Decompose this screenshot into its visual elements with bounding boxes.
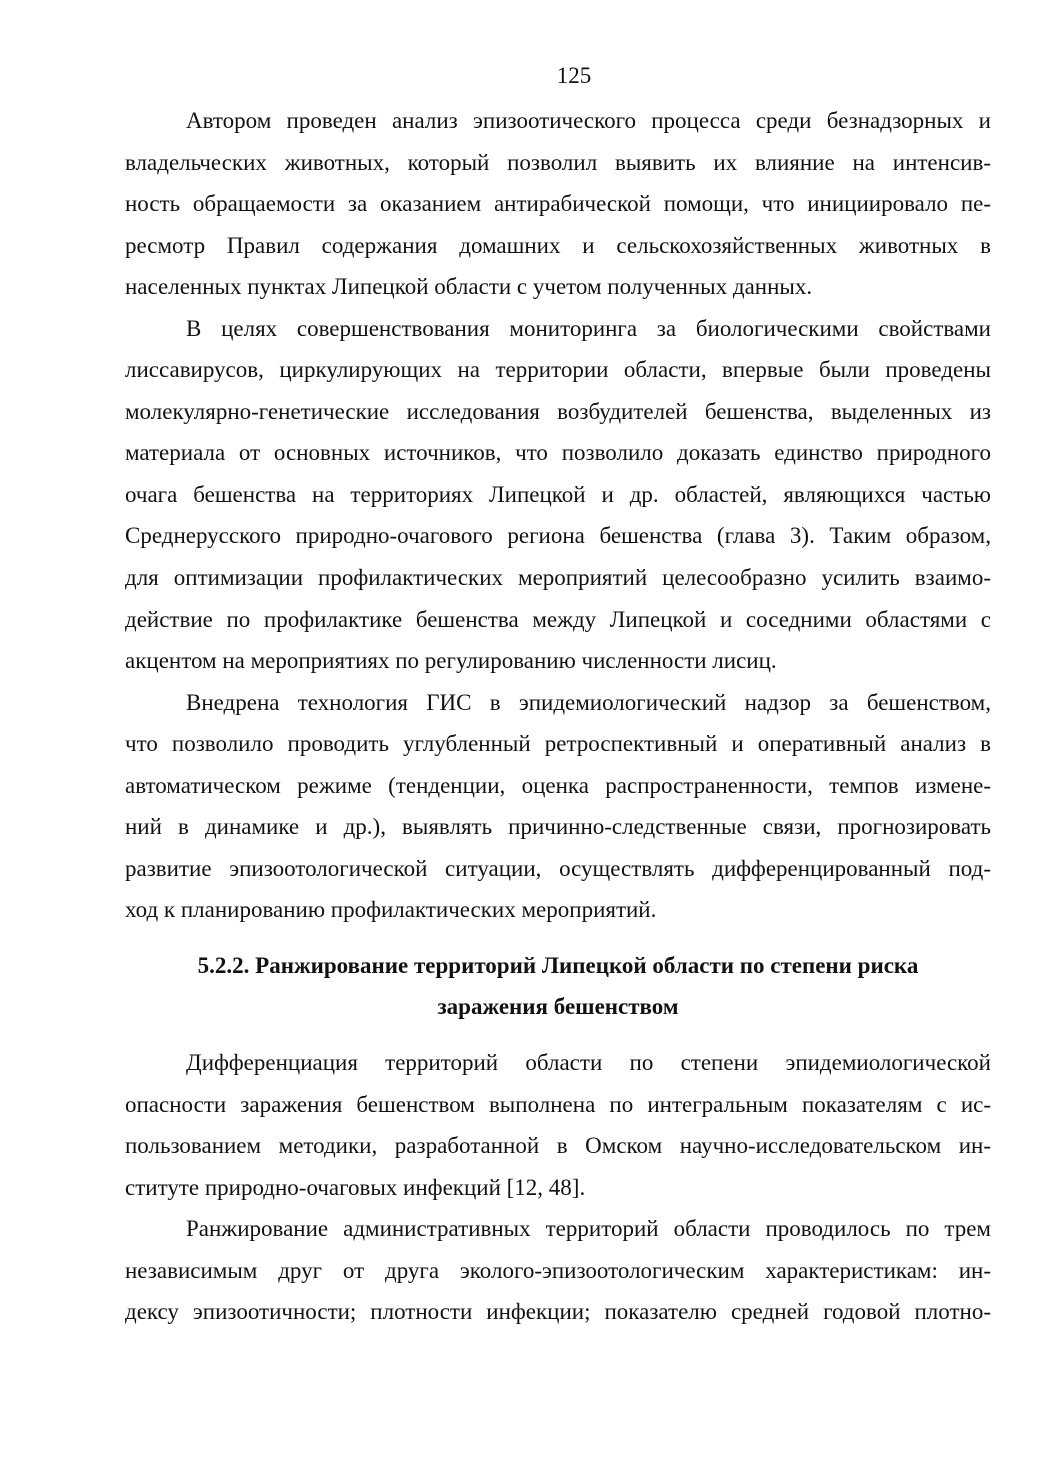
page-content [125,100,991,1333]
paragraphs-after-heading [125,1042,991,1333]
paragraph-line: владельческих животных, который позволил выявить их влияние на интенсив- [125,149,991,175]
paragraph-line: для оптимизации профилактических мероприятий целесообразно усилить взаимо- [125,565,991,591]
paragraph-line: Дифференциация территорий области по степени эпидемиологической [186,1050,991,1076]
paragraph-line: ход к планированию профилактических мероприятий. [125,897,657,923]
paragraph-line: населенных пунктах Липецкой области с учетом полученных данных. [125,274,813,300]
paragraph-line: действие по профилактике бешенства между Липецкой и соседними областями с [125,606,991,632]
heading-spacer-bottom [125,1028,991,1042]
paragraph-line: ституте природно-очаговых инфекций [12, 48]. [125,1174,586,1200]
paragraph [125,100,991,308]
paragraphs-before-heading [125,100,991,931]
heading-spacer-top [125,931,991,945]
paragraph-line: автоматическом режиме (тенденции, оценка распространенности, темпов измене- [125,772,991,798]
paragraph [125,1042,991,1208]
paragraph-line: акцентом на мероприятиях по регулированию численности лисиц. [125,648,777,674]
section-heading-line-1: 5.2.2. Ранжирование территорий Липецкой области по степени риска [197,952,919,978]
paragraph-line: ний в динамике и др.), выявлять причинно-следственные связи, прогнозировать [125,814,991,840]
paragraph [125,308,991,682]
paragraph-line: В целях совершенствования мониторинга за биологическими свойствами [186,315,991,341]
paragraph-line: ность обращаемости за оказанием антирабической помощи, что инициировало пе- [125,191,991,217]
paragraph-line: Автором проведен анализ эпизоотического процесса среди безнадзорных и [186,108,991,133]
paragraph-line: ресмотр Правил содержания домашних и сельскохозяйственных животных в [125,232,991,258]
paragraph-line: развитие эпизоотологической ситуации, осуществлять дифференцированный под- [125,855,991,881]
paragraph-line: опасности заражения бешенством выполнена по интегральным показателям с ис- [125,1091,991,1117]
paragraph-line: Среднерусского природно-очагового региона бешенства (глава 3). Таким образом, [125,523,991,549]
paragraph-line: пользованием методики, разработанной в Омском научно-исследовательском ин- [125,1133,991,1159]
paragraph-line: Внедрена технология ГИС в эпидемиологический надзор за бешенством, [186,689,991,715]
page-number: 125 [556,63,592,88]
section-heading [125,945,991,1028]
paragraph-line: очага бешенства на территориях Липецкой и др. областей, являющихся частью [125,481,991,507]
paragraph [125,1208,991,1333]
section-heading-line-2: заражения бешенством [437,994,679,1020]
paragraph-line: лиссавирусов, циркулирующих на территории области, впервые были проведены [125,357,991,383]
paragraph-line: независимым друг от друга эколого-эпизоотологическим характеристикам: ин- [125,1257,991,1283]
paragraph-line: дексу эпизоотичности; плотности инфекции; показателю средней годовой плотно- [125,1299,991,1325]
paragraph [125,682,991,931]
paragraph-line: материала от основных источников, что позволило доказать единство природного [125,440,991,466]
paragraph-line: Ранжирование административных территорий области проводилось по трем [186,1216,991,1242]
paragraph-line: молекулярно-генетические исследования возбудителей бешенства, выделенных из [125,398,991,424]
paragraph-line: что позволило проводить углубленный ретроспективный и оперативный анализ в [125,731,991,757]
